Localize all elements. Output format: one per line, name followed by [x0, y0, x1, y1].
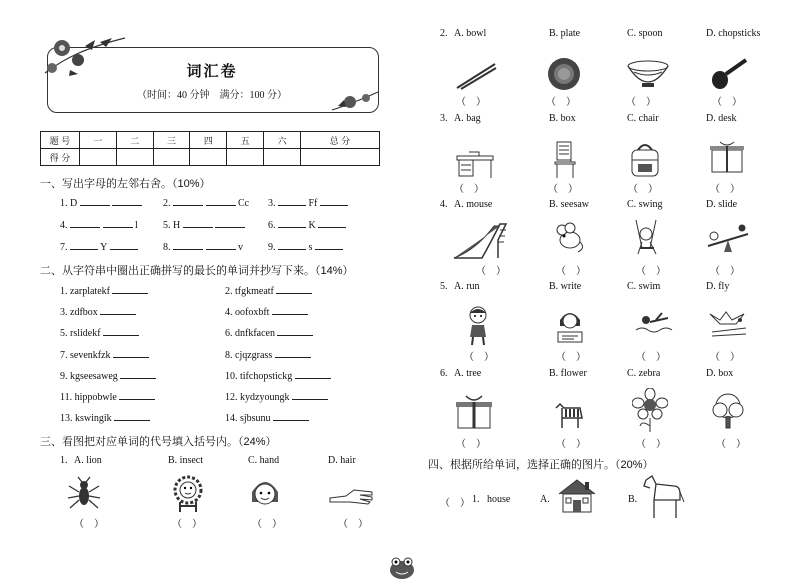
- answer-blank[interactable]: [70, 240, 98, 250]
- option-label: C. swim: [627, 281, 661, 292]
- answer-paren[interactable]: （ ）: [626, 97, 656, 108]
- answer-blank[interactable]: [80, 196, 110, 206]
- answer-blank[interactable]: [278, 196, 306, 206]
- answer-paren[interactable]: （ ）: [456, 439, 486, 450]
- letter-item: 7. Y: [60, 240, 138, 253]
- gift-box-icon: [454, 394, 494, 430]
- answer-blank[interactable]: [113, 348, 149, 358]
- word-item: 7. sevenkfzk: [60, 348, 149, 361]
- letter-item: 3. Ff: [268, 196, 348, 209]
- score-cell[interactable]: [190, 149, 227, 166]
- word-item: 8. cjqzgrass: [225, 348, 311, 361]
- option-label: A. bowl: [454, 28, 487, 39]
- option-label: A. lion: [74, 455, 102, 466]
- answer-blank[interactable]: [173, 196, 203, 206]
- answer-paren[interactable]: （ ）: [546, 97, 576, 108]
- option-label: D. hair: [328, 455, 356, 466]
- option-label: A. tree: [454, 368, 482, 379]
- answer-paren[interactable]: （ ）: [440, 498, 470, 509]
- frog-logo-icon: [388, 556, 416, 580]
- answer-blank[interactable]: [215, 218, 245, 228]
- question-word: house: [487, 494, 511, 505]
- answer-paren[interactable]: （ ）: [636, 439, 666, 450]
- answer-paren[interactable]: （ ）: [636, 352, 666, 363]
- answer-paren[interactable]: （ ）: [454, 184, 484, 195]
- answer-blank[interactable]: [278, 240, 306, 250]
- word-item: 10. tifchopstickg: [225, 369, 331, 382]
- score-header: 题 号: [41, 132, 80, 149]
- swing-icon: [632, 218, 662, 258]
- word-item: 3. zdfbox: [60, 305, 136, 318]
- answer-paren[interactable]: （ ）: [636, 266, 666, 277]
- option-label: D. slide: [706, 199, 738, 210]
- answer-blank[interactable]: [112, 196, 142, 206]
- score-cell[interactable]: [227, 149, 264, 166]
- answer-blank[interactable]: [278, 218, 306, 228]
- horse-icon: [640, 474, 686, 520]
- answer-blank[interactable]: [112, 284, 148, 294]
- box-icon: [708, 140, 746, 174]
- flower-icon: [632, 388, 668, 432]
- answer-paren[interactable]: （ ）: [456, 97, 486, 108]
- answer-blank[interactable]: [120, 369, 156, 379]
- chair-icon: [553, 140, 579, 180]
- letter-item: 6. K: [268, 218, 346, 231]
- answer-paren[interactable]: （ ）: [548, 184, 578, 195]
- word-item: 1. zarplatekf: [60, 284, 148, 297]
- page-subtitle: （时间：40 分钟 满分：100 分）: [137, 90, 287, 101]
- option-a-label: A.: [540, 494, 550, 505]
- answer-blank[interactable]: [292, 390, 328, 400]
- tree-icon: [710, 392, 746, 430]
- question-number: 1.: [60, 455, 68, 466]
- answer-blank[interactable]: [114, 411, 150, 421]
- score-header: 一: [80, 132, 117, 149]
- answer-blank[interactable]: [100, 305, 136, 315]
- word-item: 5. rslidekf: [60, 326, 139, 339]
- score-label: 得 分: [41, 149, 80, 166]
- answer-paren[interactable]: （ ）: [476, 266, 506, 277]
- insect-icon: [66, 476, 102, 512]
- score-cell[interactable]: [116, 149, 153, 166]
- word-item: 11. hippobwle: [60, 390, 155, 403]
- letter-item: 5. H: [163, 218, 245, 231]
- answer-paren[interactable]: （ ）: [628, 184, 658, 195]
- answer-blank[interactable]: [295, 369, 331, 379]
- plate-icon: [546, 56, 582, 92]
- bowl-icon: [626, 58, 670, 90]
- option-label: A. mouse: [454, 199, 493, 210]
- page-title: 词汇卷: [186, 64, 238, 80]
- boy-icon: [464, 305, 492, 347]
- option-label: B. insect: [168, 455, 203, 466]
- answer-blank[interactable]: [275, 348, 311, 358]
- answer-paren[interactable]: （ ）: [710, 352, 740, 363]
- answer-paren[interactable]: （ ）: [464, 352, 494, 363]
- answer-blank[interactable]: [110, 240, 138, 250]
- option-label: D. chopsticks: [706, 28, 761, 39]
- answer-paren[interactable]: （ ）: [712, 97, 742, 108]
- answer-paren[interactable]: （ ）: [710, 184, 740, 195]
- answer-blank[interactable]: [272, 305, 308, 315]
- answer-paren[interactable]: （ ）: [556, 352, 586, 363]
- option-label: C. hand: [248, 455, 280, 466]
- answer-blank[interactable]: [119, 390, 155, 400]
- option-label: C. zebra: [627, 368, 661, 379]
- lion-icon: [168, 474, 208, 514]
- fly-icon: [706, 306, 750, 340]
- word-item: 14. sjbsunu: [225, 411, 309, 424]
- option-label: C. chair: [627, 113, 659, 124]
- word-item: 6. dnfkfacen: [225, 326, 313, 339]
- option-b-label: B.: [628, 494, 638, 505]
- score-table: [40, 131, 380, 166]
- swim-icon: [634, 310, 674, 336]
- bag-icon: [628, 140, 662, 180]
- option-label: B. seesaw: [549, 199, 589, 210]
- section1-heading: 一、写出字母的左邻右舍。（10%）: [40, 178, 211, 190]
- option-label: C. swing: [627, 199, 663, 210]
- question-number: 1.: [472, 494, 480, 505]
- score-cell[interactable]: [153, 149, 190, 166]
- answer-blank[interactable]: [277, 326, 313, 336]
- score-header: 总 分: [300, 132, 379, 149]
- answer-blank[interactable]: [206, 196, 236, 206]
- answer-paren[interactable]: （ ）: [716, 439, 746, 450]
- score-header: 二: [116, 132, 153, 149]
- word-item: 13. kswingik: [60, 411, 150, 424]
- answer-blank[interactable]: [103, 218, 133, 228]
- option-label: C. spoon: [627, 28, 663, 39]
- answer-blank[interactable]: [320, 196, 348, 206]
- seesaw-icon: [706, 224, 750, 254]
- chopsticks-icon: [455, 60, 497, 90]
- answer-paren[interactable]: （ ）: [74, 519, 104, 530]
- option-label: B. write: [549, 281, 582, 292]
- letter-item: 1. D: [60, 196, 142, 209]
- girl-face-icon: [248, 476, 282, 510]
- option-label: A. run: [454, 281, 480, 292]
- question-number: 6.: [440, 368, 448, 379]
- answer-blank[interactable]: [273, 411, 309, 421]
- score-header: 三: [153, 132, 190, 149]
- score-cell[interactable]: [264, 149, 301, 166]
- section2-heading: 二、从字符串中圈出正确拼写的最长的单词并抄写下来。（14%）: [40, 265, 354, 277]
- letter-item: 9. s: [268, 240, 343, 253]
- score-header: 五: [227, 132, 264, 149]
- score-cell[interactable]: [80, 149, 117, 166]
- word-item: 2. tfgkmeatf: [225, 284, 312, 297]
- question-number: 3.: [440, 113, 448, 124]
- question-number: 5.: [440, 281, 448, 292]
- spoon-icon: [708, 56, 748, 92]
- answer-paren[interactable]: （ ）: [710, 266, 740, 277]
- word-item: 4. oofoxbft: [225, 305, 308, 318]
- slide-icon: [452, 220, 510, 260]
- answer-blank[interactable]: [173, 240, 203, 250]
- answer-paren[interactable]: （ ）: [556, 266, 586, 277]
- hand-icon: [328, 486, 374, 506]
- option-label: D. box: [706, 368, 734, 379]
- answer-blank[interactable]: [103, 326, 139, 336]
- zebra-icon: [552, 400, 586, 430]
- answer-paren[interactable]: （ ）: [252, 519, 282, 530]
- option-label: A. bag: [454, 113, 481, 124]
- answer-blank[interactable]: [70, 218, 100, 228]
- answer-paren[interactable]: （ ）: [172, 519, 202, 530]
- letter-item: 4. l: [60, 220, 138, 231]
- answer-paren[interactable]: （ ）: [556, 439, 586, 450]
- option-label: D. fly: [706, 281, 730, 292]
- word-item: 9. kgseesaweg: [60, 369, 156, 382]
- answer-blank[interactable]: [183, 218, 213, 228]
- house-icon: [555, 478, 599, 514]
- answer-blank[interactable]: [206, 240, 236, 250]
- score-header: 六: [264, 132, 301, 149]
- option-label: B. plate: [549, 28, 581, 39]
- letter-item: 8. v: [163, 242, 243, 253]
- answer-blank[interactable]: [318, 218, 346, 228]
- section4-heading: 四、根据所给单词，选择正确的图片。（20%）: [428, 459, 654, 471]
- mouse-icon: [552, 222, 586, 254]
- answer-blank[interactable]: [315, 240, 343, 250]
- question-number: 4.: [440, 199, 448, 210]
- question-number: 2.: [440, 28, 448, 39]
- word-item: 12. kydzyoungk: [225, 390, 328, 403]
- option-label: B. flower: [549, 368, 587, 379]
- desk-icon: [455, 148, 495, 180]
- score-header: 四: [190, 132, 227, 149]
- option-label: B. box: [549, 113, 576, 124]
- letter-item: 2. Cc: [163, 198, 250, 209]
- girl-writing-icon: [554, 308, 586, 344]
- score-cell[interactable]: [300, 149, 379, 166]
- answer-paren[interactable]: （ ）: [338, 519, 368, 530]
- section3-heading: 三、看图把对应单词的代号填入括号内。（24%）: [40, 436, 277, 448]
- answer-blank[interactable]: [276, 284, 312, 294]
- option-label: D. desk: [706, 113, 737, 124]
